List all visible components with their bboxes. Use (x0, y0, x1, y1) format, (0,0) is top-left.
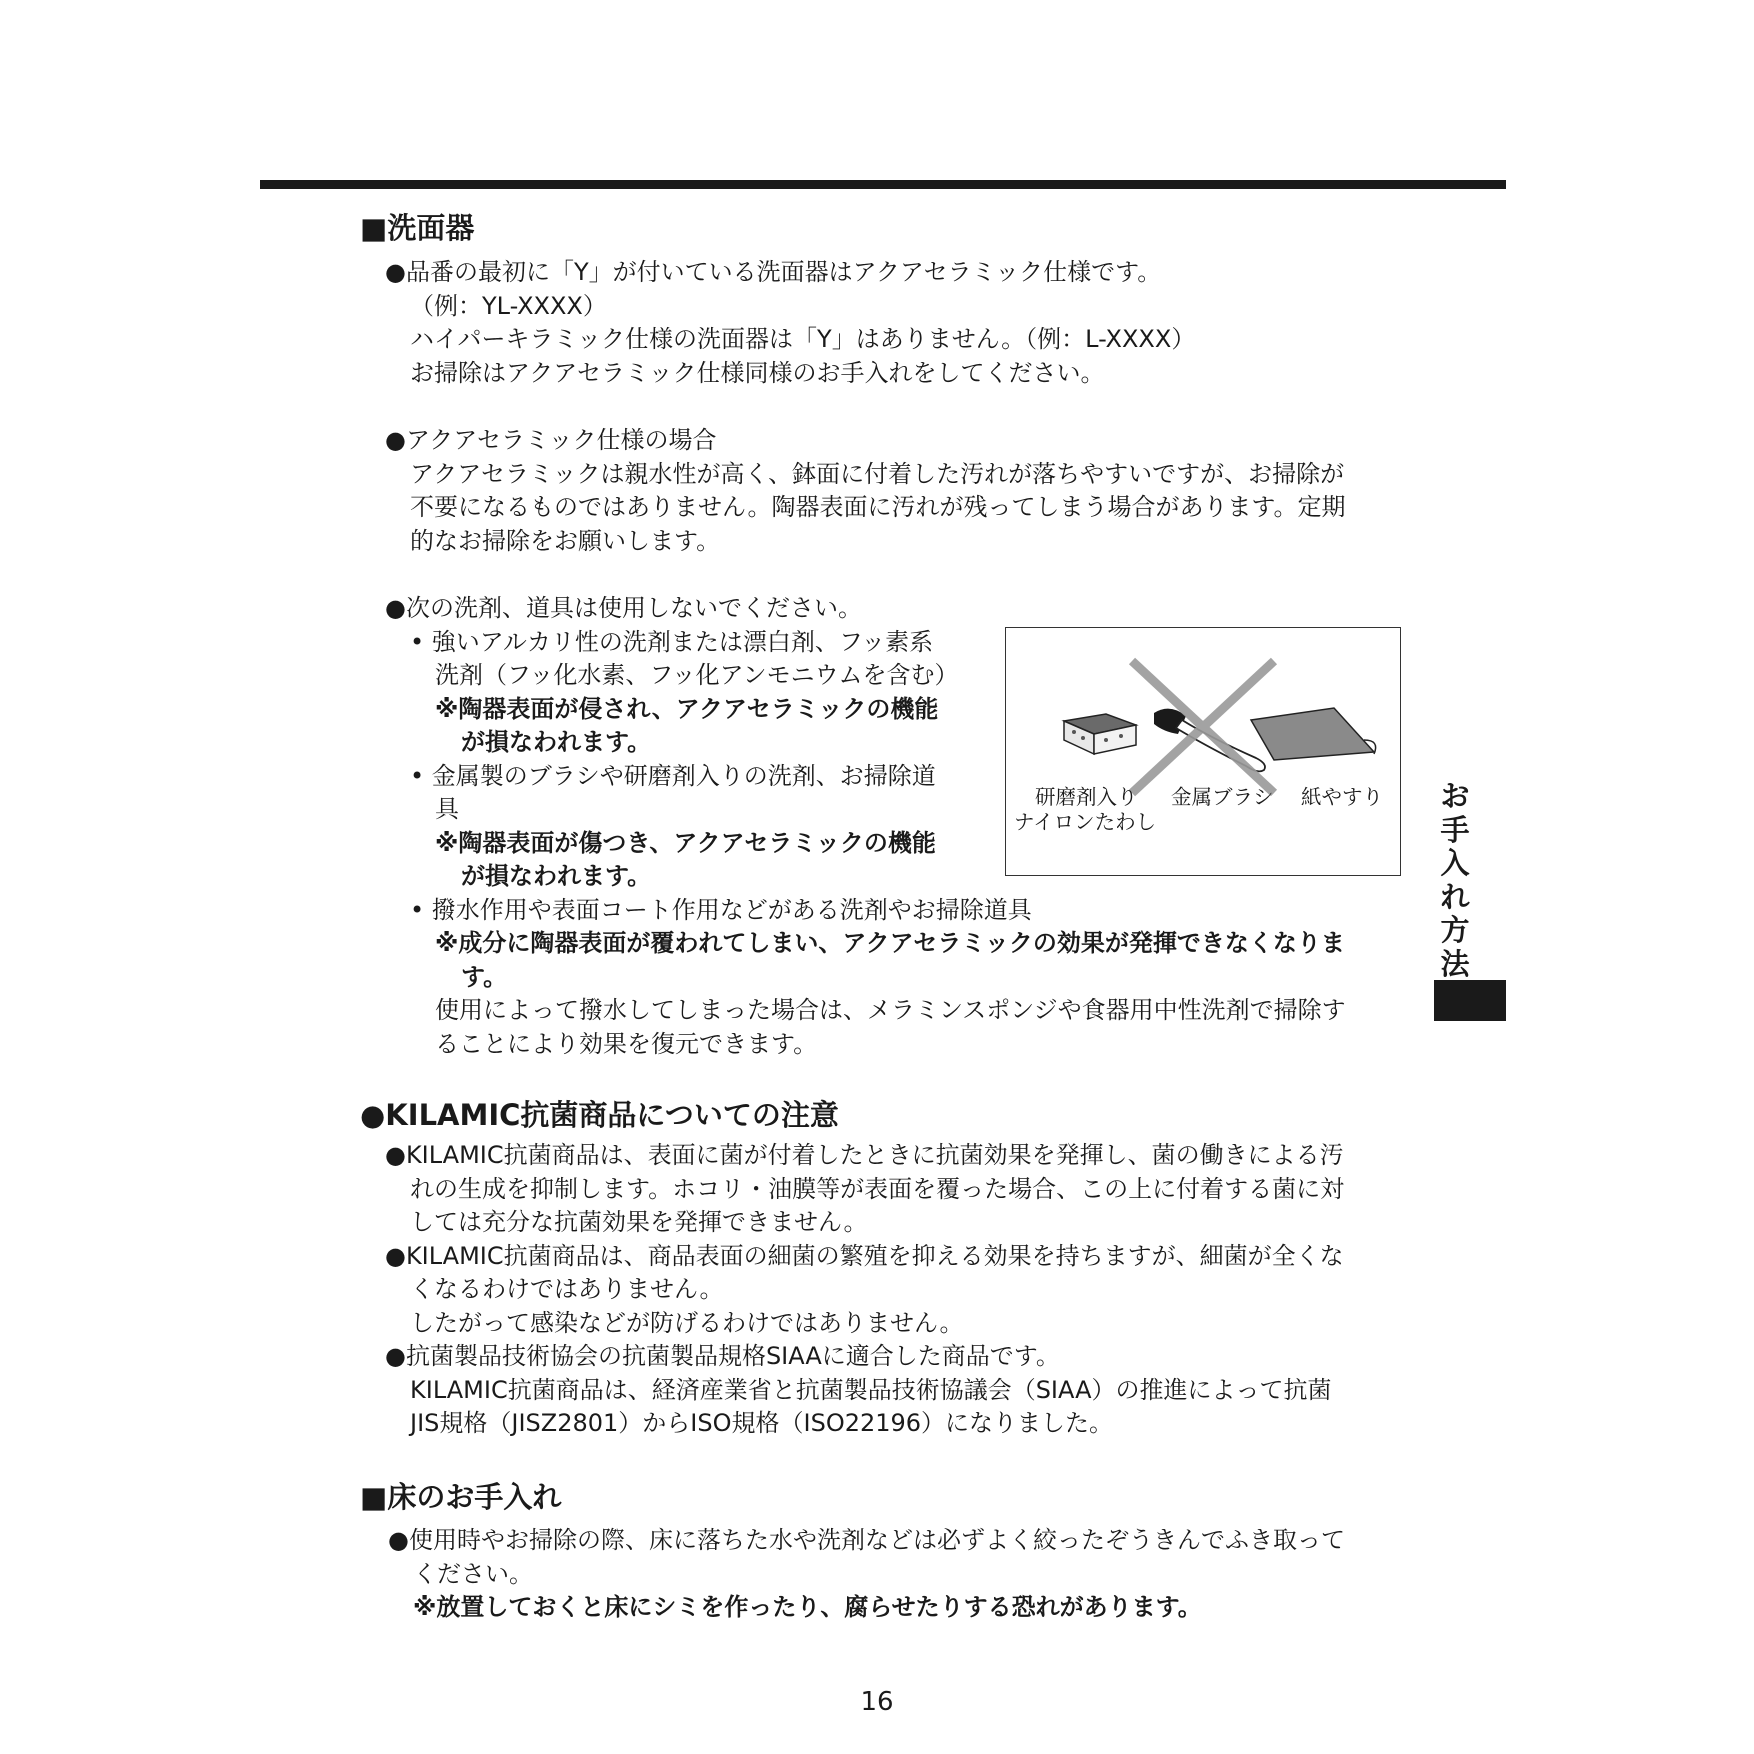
text-line: KILAMIC抗菌商品は、経済産業省と抗菌製品技術協議会（SIAA）の推進によって抗菌 (410, 1375, 1332, 1404)
text-line: • 金属製のブラシや研磨剤入りの洗剤、お掃除道 (410, 761, 936, 790)
text-line: アクアセラミックは親水性が高く、鉢面に付着した汚れが落ちやすいですが、お掃除が (410, 459, 1345, 488)
label-metal-brush: 金属ブラシ (1171, 785, 1274, 809)
label-sandpaper: 紙やすり (1301, 785, 1383, 809)
text-line: したがって感染などが防げるわけではありません。 (410, 1308, 964, 1337)
text-line: お掃除はアクアセラミック仕様同様のお手入れをしてください。 (410, 358, 1105, 387)
text-line: ●品番の最初に「Y」が付いている洗面器はアクアセラミック仕様です。 (385, 258, 1162, 286)
text-line: ●KILAMIC抗菌商品は、商品表面の細菌の繁殖を抑える効果を持ちますが、細菌が全くな (385, 1241, 1344, 1270)
section-heading-floor-care: ■床のお手入れ (360, 1480, 562, 1514)
text-line: • 撥水作用や表面コート作用などがある洗剤やお掃除道具 (410, 895, 1032, 924)
prohibited-tools-illustration (1006, 628, 1399, 874)
warning-line: が損なわれます。 (461, 862, 652, 890)
warning-line: す。 (461, 962, 508, 991)
label-nylon-sponge-line2: ナイロンたわし (1014, 810, 1157, 834)
side-tab-label: お手入れ方法 (1440, 779, 1470, 981)
text-line: 不要になるものではありません。陶器表面に汚れが残ってしまう場合があります。定期 (410, 493, 1346, 521)
warning-line: が損なわれます。 (461, 728, 652, 756)
aqua-ceramic-note (385, 424, 1346, 558)
prohibited-x-mark (1132, 661, 1274, 793)
text-line: ●次の洗剤、道具は使用しないでください。 (385, 594, 862, 622)
text-line: 具 (435, 795, 459, 823)
side-tab-marker (1434, 980, 1506, 1021)
warning-line: ※放置しておくと床にシミを作ったり、腐らせたりする恐れがあります。 (413, 1593, 1202, 1621)
section-heading-kilamic: ●KILAMIC抗菌商品についての注意 (360, 1098, 839, 1132)
text-line: 的なお掃除をお願いします。 (410, 526, 721, 555)
text-line: • 強いアルカリ性の洗剤または漂白剤、フッ素系 (410, 627, 934, 656)
floor-care-notes (388, 1524, 1345, 1625)
top-rule (260, 180, 1506, 189)
washbasin-model-note (385, 256, 1195, 390)
text-line: ください。 (413, 1559, 533, 1588)
section-heading-washbasin: ■洗面器 (360, 211, 475, 245)
kilamic-notes (385, 1139, 1344, 1441)
label-nylon-sponge-line1: 研磨剤入り (1035, 785, 1138, 809)
text-line: ハイパーキラミック仕様の洗面器は「Y」はありません。（例：L-XXXX） (410, 325, 1196, 353)
text-line: 洗剤（フッ化水素、フッ化アンモニウムを含む） (435, 661, 959, 689)
prohibited-tools-figure (1005, 627, 1401, 876)
text-line: ●抗菌製品技術協会の抗菌製品規格SIAAに適合した商品です。 (385, 1342, 1060, 1370)
text-line: JIS規格（JISZ2801）からISO規格（ISO22196）になりました。 (410, 1409, 1114, 1437)
text-line: ●アクアセラミック仕様の場合 (385, 426, 717, 454)
text-line: ●使用時やお掃除の際、床に落ちた水や洗剤などは必ずよく絞ったぞうきんでふき取って (388, 1526, 1345, 1554)
warning-line: ※陶器表面が傷つき、アクアセラミックの機能 (435, 828, 936, 857)
text-line: （例：YL-XXXX） (410, 291, 607, 320)
text-line: ることにより効果を復元できます。 (435, 1029, 818, 1058)
text-line: くなるわけではありません。 (410, 1275, 724, 1303)
page-number: 16 (860, 1687, 894, 1717)
warning-line: ※陶器表面が侵され、アクアセラミックの機能 (435, 694, 939, 723)
sandpaper-icon (1251, 708, 1376, 760)
warning-line: ※成分に陶器表面が覆われてしまい、アクアセラミックの効果が発揮できなくなりま (435, 929, 1345, 957)
text-line: しては充分な抗菌効果を発揮できません。 (410, 1208, 868, 1236)
nylon-scrub-sponge-icon (1064, 714, 1136, 754)
text-line: れの生成を抑制します。ホコリ・油膜等が表面を覆った場合、この上に付着する菌に対 (410, 1174, 1345, 1203)
text-line: 使用によって撥水してしまった場合は、メラミンスポンジや食器用中性洗剤で掃除す (435, 996, 1346, 1024)
text-line: ●KILAMIC抗菌商品は、表面に菌が付着したときに抗菌効果を発揮し、菌の働きによる汚 (385, 1141, 1344, 1169)
